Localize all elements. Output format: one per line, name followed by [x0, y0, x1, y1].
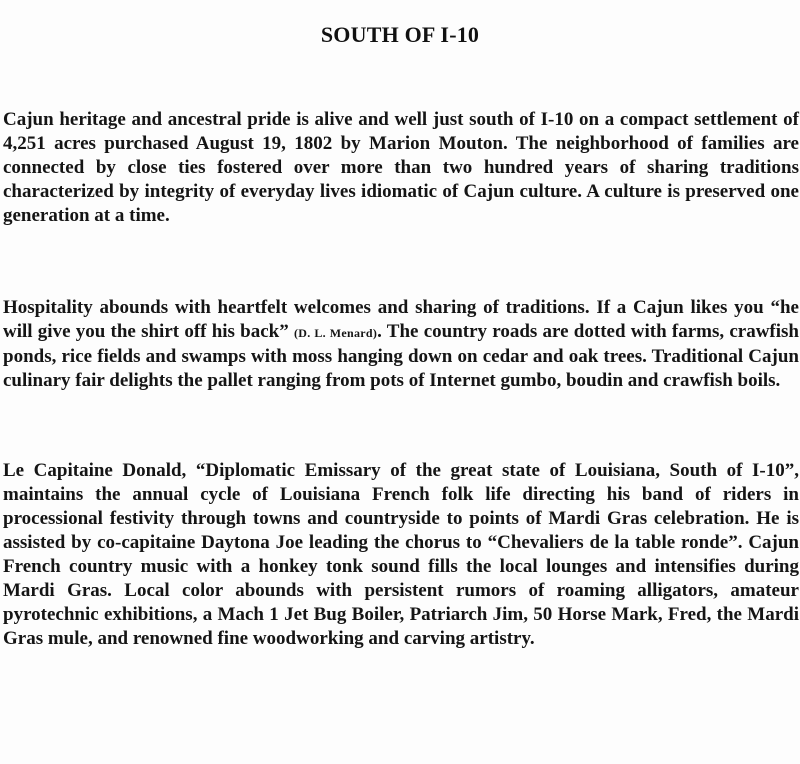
paragraph-capitaine: Le Capitaine Donald, “Diplomatic Emissary of the great state of Louisiana, South of I-10”, maintains the annual cycle of Louisiana French folk life directing his band of riders in processional festivity through towns and countryside to points of Mardi Gras celebration. He is assisted by co-capitaine Daytona Joe leading the chorus to “Chevaliers de la table ronde”. Cajun French country music with a honkey tonk sound fills the local lounges and intensifies during Mardi Gras. Local color abounds with persistent rumors of roaming alligators, amateur pyrotechnic exhibitions, a Mach 1 Jet Bug Boiler, Patriarch Jim, 50 Horse Mark, Fred, the Mardi Gras mule, and renowned fine woodworking and carving artistry.: [3, 460, 799, 649]
hospitality-text-end: . The country roads are dotted with farms, crawfish ponds, rice fields and swamps with moss hanging down on cedar and oak trees. Traditional Cajun culinary fair delights the pallet ranging from pots of Internet gumbo, boudin and crawfish boils.: [3, 321, 799, 391]
paragraph-heritage: Cajun heritage and ancestral pride is alive and well just south of I-10 on a compact settlement of 4,251 acres purchased August 19, 1802 by Marion Mouton. The neighborhood of families are connected by close ties fostered over more than two hundred years of sharing traditions characterized by integrity of everyday lives idiomatic of Cajun culture. A culture is preserved one generation at a time.: [3, 109, 799, 226]
paragraph-hospitality: [3, 296, 799, 393]
hospitality-text-start: Hospitality abounds with heartfelt welcomes and sharing of traditions. If a Cajun likes you “he will give you the shirt off his back”: [3, 297, 799, 342]
citation-menard: (D. L. Menard): [294, 326, 378, 340]
document-title: SOUTH OF I-10: [320, 22, 480, 47]
